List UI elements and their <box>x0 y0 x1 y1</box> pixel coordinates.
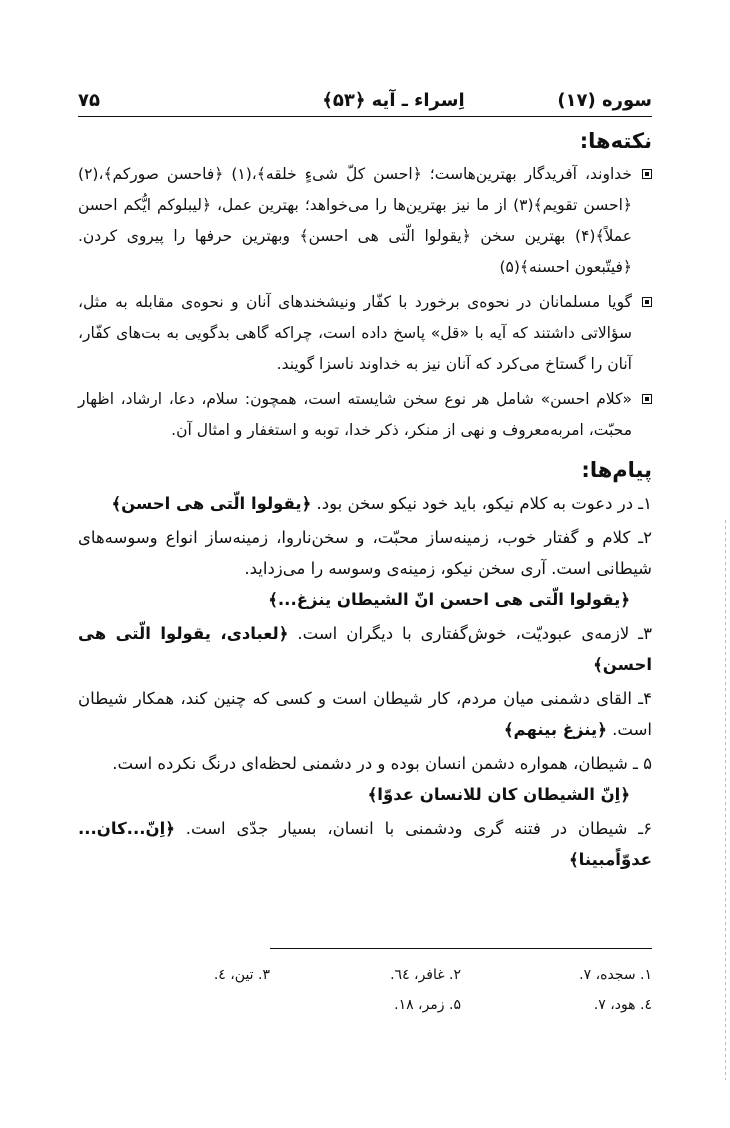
note-text: «کلام احسن» شامل هر نوع سخن شایسته است، همچون: سلام، دعا، ارشاد، اظهار محبّت، امربه‌معروف و نهی از منکر، ذکر خدا، توبه و استغفار و امثال آن. <box>78 390 632 439</box>
page-number: ۷۵ <box>78 90 100 111</box>
message-item <box>78 683 652 745</box>
message-item <box>78 618 652 680</box>
note-item <box>78 159 652 283</box>
note-item <box>78 384 652 446</box>
footnote-row <box>78 990 652 1020</box>
page-edge-shadow <box>725 520 726 1080</box>
square-bullet-icon <box>642 169 652 179</box>
message-item <box>78 748 652 810</box>
note-text: گویا مسلمانان در نحوه‌ی برخورد با کفّار ونیشخندهای آنان و نحوه‌ی مقابله به مثل، سؤالاتی داشتند که آیه با «قل» پاسخ داده است، چراکه گاهی بدگویی به بت‌های کفّار، آنان را گستاخ می‌کرد که آنان نیز به خداوند ناسزا گویند. <box>78 293 632 373</box>
footnote-row <box>78 960 652 990</box>
message-text: ۱ـ در دعوت به کلام نیکو، باید خود نیکو سخن بود. <box>316 494 652 513</box>
message-text: ۳ـ لازمه‌ی عبودیّت، خوش‌گفتاری با دیگران است. <box>297 624 653 643</box>
footnote: ٤. هود، ۷. <box>593 997 652 1013</box>
notes-title: نکته‌ها: <box>579 129 652 153</box>
page-header <box>78 86 652 117</box>
footnote: ۳. تین، ٤. <box>213 967 270 983</box>
note-text: خداوند، آفریدگار بهترین‌هاست؛ ﴿احسن کلّ شیءٍ خلقه﴾،(۱) ﴿فاحسن صورکم﴾،(۲) ﴿احسن تقویم﴾(۳) از ما نیز بهترین‌ها را می‌خواهد؛ بهترین عمل، ﴿لیبلوکم ایُّکم احسن عملاً﴾(۴) بهترین سخن ﴿یقولوا الّتی هی احسن﴾ وبهترین حرفها را پیروی کردن. ﴿فیتّبعون احسنه﴾(۵) <box>78 165 632 276</box>
square-bullet-icon <box>642 394 652 404</box>
footnote: ۲. غافر، ٦٤. <box>390 967 461 983</box>
message-quote: ﴿ینزغ بینهم﴾ <box>503 720 607 739</box>
message-text: ۶ـ شیطان در فتنه گری ودشمنی با انسان، بسیار جدّی است. <box>185 819 652 838</box>
message-quote: ﴿اِنّ الشیطان کان للانسان عدوّا﴾ <box>367 785 630 804</box>
message-text: ۲ـ کلام و گفتار خوب، زمینه‌ساز محبّت، و سخن‌ناروا، زمینه‌ساز انواع وسوسه‌های شیطانی است. آری سخن نیکو، زمینه‌ی وسوسه را می‌زداید. <box>78 528 652 578</box>
messages-title: پیام‌ها: <box>581 458 652 482</box>
note-item <box>78 287 652 380</box>
message-item <box>78 488 652 519</box>
footnote: ۵. زمر، ۱۸. <box>394 997 461 1013</box>
message-quote: ﴿یقولوا الّتی هی احسن انّ الشیطان ینزغ...﴾ <box>268 590 630 609</box>
footnote: ۱. سجده، ۷. <box>579 967 652 983</box>
message-quote: ﴿لعبادی، یقولوا الّتی هی احسن﴾ <box>78 624 652 674</box>
page <box>78 86 652 878</box>
message-item <box>78 813 652 875</box>
message-text: ۵ ـ شیطان، همواره دشمن انسان بوده و در دشمنی لحظه‌ای درنگ نکرده است. <box>112 754 652 773</box>
header-surah: سوره (۱۷) <box>557 90 652 111</box>
message-item <box>78 522 652 615</box>
square-bullet-icon <box>642 297 652 307</box>
message-quote: ﴿اِنّ...کان... عدوّاًمبینا﴾ <box>78 819 652 869</box>
message-quote: ﴿یقولوا الّتی هی احسن﴾ <box>111 494 312 513</box>
message-text: ۴ـ القای دشمنی میان مردم، کار شیطان است و کسی که چنین کند، همکار شیطان است. <box>78 689 652 739</box>
header-ayah: اِسراء ـ آیه ﴿۵۳﴾ <box>322 90 465 111</box>
footnotes <box>78 960 652 1020</box>
